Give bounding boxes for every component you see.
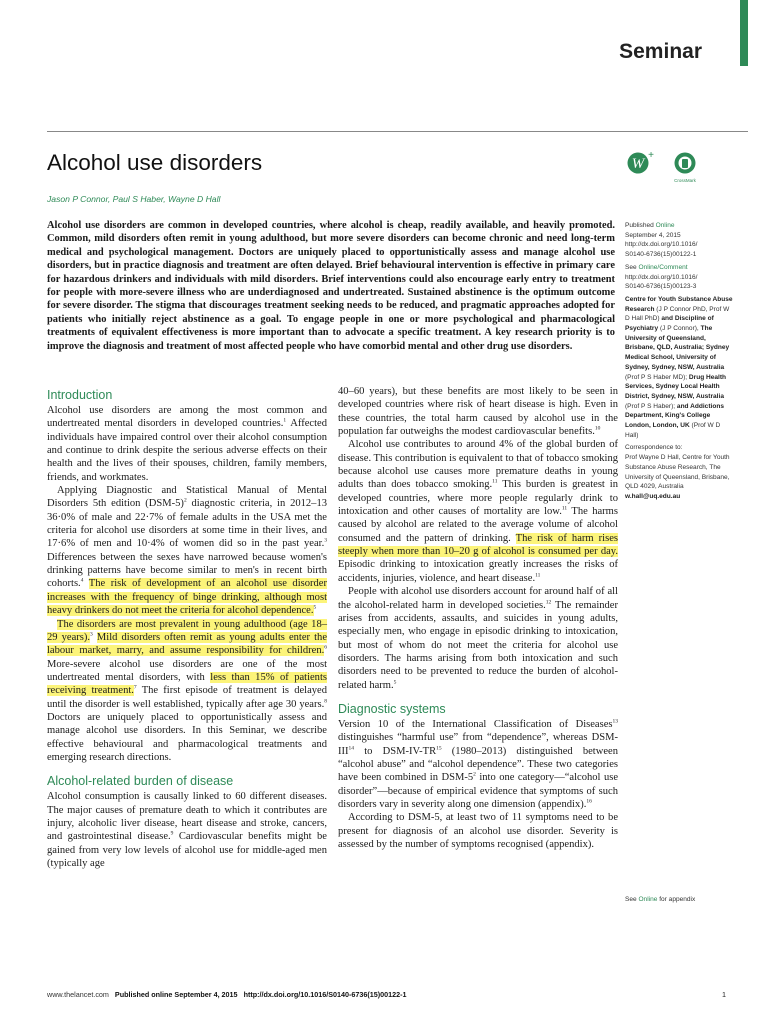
online-link[interactable]: Online [655,222,675,229]
heading-introduction: Introduction [47,388,113,402]
header-divider [47,131,748,132]
page-number: 1 [722,990,726,999]
highlighted-text: Mild disorders often remit as young adults enter the labour market, marry, and assume responsibility for children. [47,631,327,657]
highlighted-text: The risk of development of an alcohol use disorder increases with the frequency of binge drinking, although most heavy drinkers do not meet the criteria for alcohol dependence. [47,578,327,617]
section-label: Seminar [619,40,702,63]
footer: www.thelancet.com Published online September 4, 2015 http://dx.doi.org/10.1016/S0140-6736(15)00122-1 [47,990,407,999]
paragraph: Alcohol consumption is causally linked to 60 different diseases. The major causes of premature death to which it contributes are injury, alcoholic liver disease, heart disease and stroke, cancers, and gastrointestinal disease.$^9$ Cardiovascular benefits might be gained from very low levels of alcohol use for middle-aged men (typically age [47,791,327,869]
highlighted-text: The risk of harm rises steeply when more than 10–20 g of alcohol is consumed per day. [338,532,619,558]
footer-doi-link[interactable]: http://dx.doi.org/10.1016/S0140-6736(15)00122-1 [243,990,407,999]
appendix-note: See Online for appendix [625,896,696,903]
paragraph: Applying Diagnostic and Statistical Manual of Mental Disorders 5th edition $(DSM-5)^2$ diagnostic criteria, in 2012–13 36·0% of male and 22·7% of female adults in the USA met the criteria for alcohol use disorders at some time in their lives, and 17·6% of men and 10·4% of women did so in the past year.$^3$ Differences between the sexes have narrowed because women's drinking patterns have become similar to men's in recent birth cohorts.$^4$ The risk of development of an alcohol use disorder increases with the frequency of binge drinking, although most heavy drinkers do not meet the criteria for alcohol dependence.$^5$ [47,485,328,617]
paragraph: Alcohol use contributes to around 4% of the global burden of disease. This contribution is equivalent to that of tobacco smoking because alcohol use causes more premature deaths in young adults than does tobacco smoking.$^{11}$ This burden is greatest in developed countries, where more people regularly drink to intoxication and other causes of mortality are low.$^{11}$ The harms caused by alcohol are related to the average volume of alcohol consumed and the pattern of drinking. The risk of harm rises steeply when more than 10–20 g of alcohol is consumed per day. Episodic drinking to intoxication greatly increases the risks of accidents, injuries, violence, and heart disease.$^{11}$ [338,439,619,584]
svg-text:+: + [648,150,654,161]
comment-info: See Online/Comment http://dx.doi.org/10.1016/ S0140-6736(15)00123-3 [625,263,698,291]
comment-link[interactable]: Online/Comment [638,263,688,271]
paragraph: Alcohol use disorders are among the most common and undertreated mental disorders in developed countries.$^1$ Affected individuals have impaired control over their alcohol consumption and continue to drink despite the serious adverse effects on their health and the lives of their spouses, children, family members, friends, and workmates. [47,405,327,483]
heading-diagnostic-systems: Diagnostic systems [338,701,446,716]
body-column-1 [47,385,327,870]
author-list: Jason P Connor, Paul S Haber, Wayne D Hall [47,194,221,204]
highlighted-text: less than 15% of patients receiving treatment. [47,671,327,697]
body-column-2 [338,385,618,851]
highlighted-text: The disorders are most prevalent in young adulthood (age 18–29 years). [47,618,327,643]
affiliations: Centre for Youth Substance Abuse Research (J P Connor PhD, Prof W D Hall PhD) and Discipline of Psychiatry (J P Connor), The University of Queensland, Brisbane, QLD, Australia; Sydney Medical School, University of Sydney, Sydney, NSW, Australia (Prof P S Haber MD); Drug Health Services, Sydney Local Health District, Sydney, NSW, Australia (Prof P S Haber); and Addictions Department, King's College London, London, UK (Prof W D Hall) [625,295,733,439]
publication-info: Published Online September 4, 2015 http://dx.doi.org/10.1016/ S0140-6736(15)00122-1 [625,222,698,259]
abstract: Alcohol use disorders are common in developed countries, where alcohol is cheap, readily available, and heavily promoted. Common, mild disorders often remit in young adulthood, but more severe disorders can become chronic and need long-term medical and psychological management. Doctors are uniquely placed to opportunistically assess and manage alcohol use disorders, but in practice diagnosis and treatment are often delayed. Brief behavioural intervention is effective in primary care for hazardous drinkers and individuals with mild disorders. Brief interventions could also encourage early entry to treatment for people with more-severe illness who are underdiagnosed and undertreated. Sustained abstinence is the optimum outcome for severe disorder. The stigma that discourages treatment seeking needs to be reduced, and pragmatic approaches adopted for patients who initially reject abstinence as a goal. To engage people in one or more psychological and pharmacological treatments of equivalent effectiveness is more important than to advocate a specific treatment. A key research priority is to improve the diagnosis and treatment of most affected people who have comorbid mental and other drug use disorders. [47,220,615,352]
svg-text:W: W [631,156,645,172]
doi-link[interactable]: http://dx.doi.org/10.1016/ [625,241,698,249]
paragraph: The disorders are most prevalent in young adulthood (age 18–29 years).$^3$ Mild disorders often remit as young adults enter the labour market, marry, and assume responsibility for children.$^6$ More-severe alcohol use disorders are one of the most undertreated mental disorders, with less than 15% of patients receiving treatment.$^7$ The first episode of treatment is delayed until the disorder is well established, typically after age 30 years.$^8$ Doctors are uniquely placed to opportunistically assess and manage alcohol use disorders. In this Seminar, we describe effective behavioural and pharmacological treatments and emerging research directions. [47,618,328,763]
correspondence: Correspondence to: Prof Wayne D Hall, Centre for Youth Substance Abuse Research, The University of Queensland, Brisbane, QLD 4029, Australia w.hall@uq.edu.au [625,444,730,500]
heading-burden-of-disease: Alcohol-related burden of disease [47,774,234,789]
open-access-icon [628,150,655,174]
section-color-bar [740,0,748,66]
paragraph: 40–60 years), but these benefits are most likely to be seen in developed countries where risk of heart disease is high. Even in these countries, the total harm caused by alcohol use in the population far outweighs the modest cardiovascular benefits.$^{10}$ [338,386,618,438]
site-link[interactable]: www.thelancet.com [47,990,109,999]
open-access-crossmark-logos[interactable] [626,150,701,190]
article-title: Alcohol use disorders [47,150,263,175]
email-link[interactable]: w.hall@uq.edu.au [625,492,681,500]
paragraph: According to DSM-5, at least two of 11 symptoms need to be present for diagnosis of an alcohol use disorder. Severity is assessed by the number of symptoms recognised (appendix). [338,812,618,850]
crossmark-icon [674,153,697,184]
comment-doi-link[interactable]: http://dx.doi.org/10.1016/ [625,273,698,281]
appendix-link[interactable]: Online [638,896,658,903]
paragraph: People with alcohol use disorders account for around half of all the alcohol-related harm in developed societies.$^{12}$ The remainder arises from accidents, assaults, and suicides in young adults, especially men, who engage in episodic drinking to intoxication, but most of whom do not meet the criteria for alcohol use disorders. The harms arising from both intoxication and such disorders need to be prevented to reduce the burden of alcohol-related harm.$^5$ [338,586,619,691]
crossmark-label: CrossMark [674,178,696,183]
paragraph: Version 10 of the International Classification of Diseases$^{13}$ distinguishes “harmful use” from “dependence”, whereas DSM-III$^{14}$ to DSM-IV-TR$^{15}$ (1980–2013) distinguished between “alcohol abuse” and “alcohol dependence”. These two categories have been combined in DSM-$5^2$ into one category—“alcohol use disorder”—because of empirical evidence that symptoms of such disorders vary in severity along one dimension (appendix).$^{16}$ [338,718,618,810]
sidebar [625,221,735,505]
